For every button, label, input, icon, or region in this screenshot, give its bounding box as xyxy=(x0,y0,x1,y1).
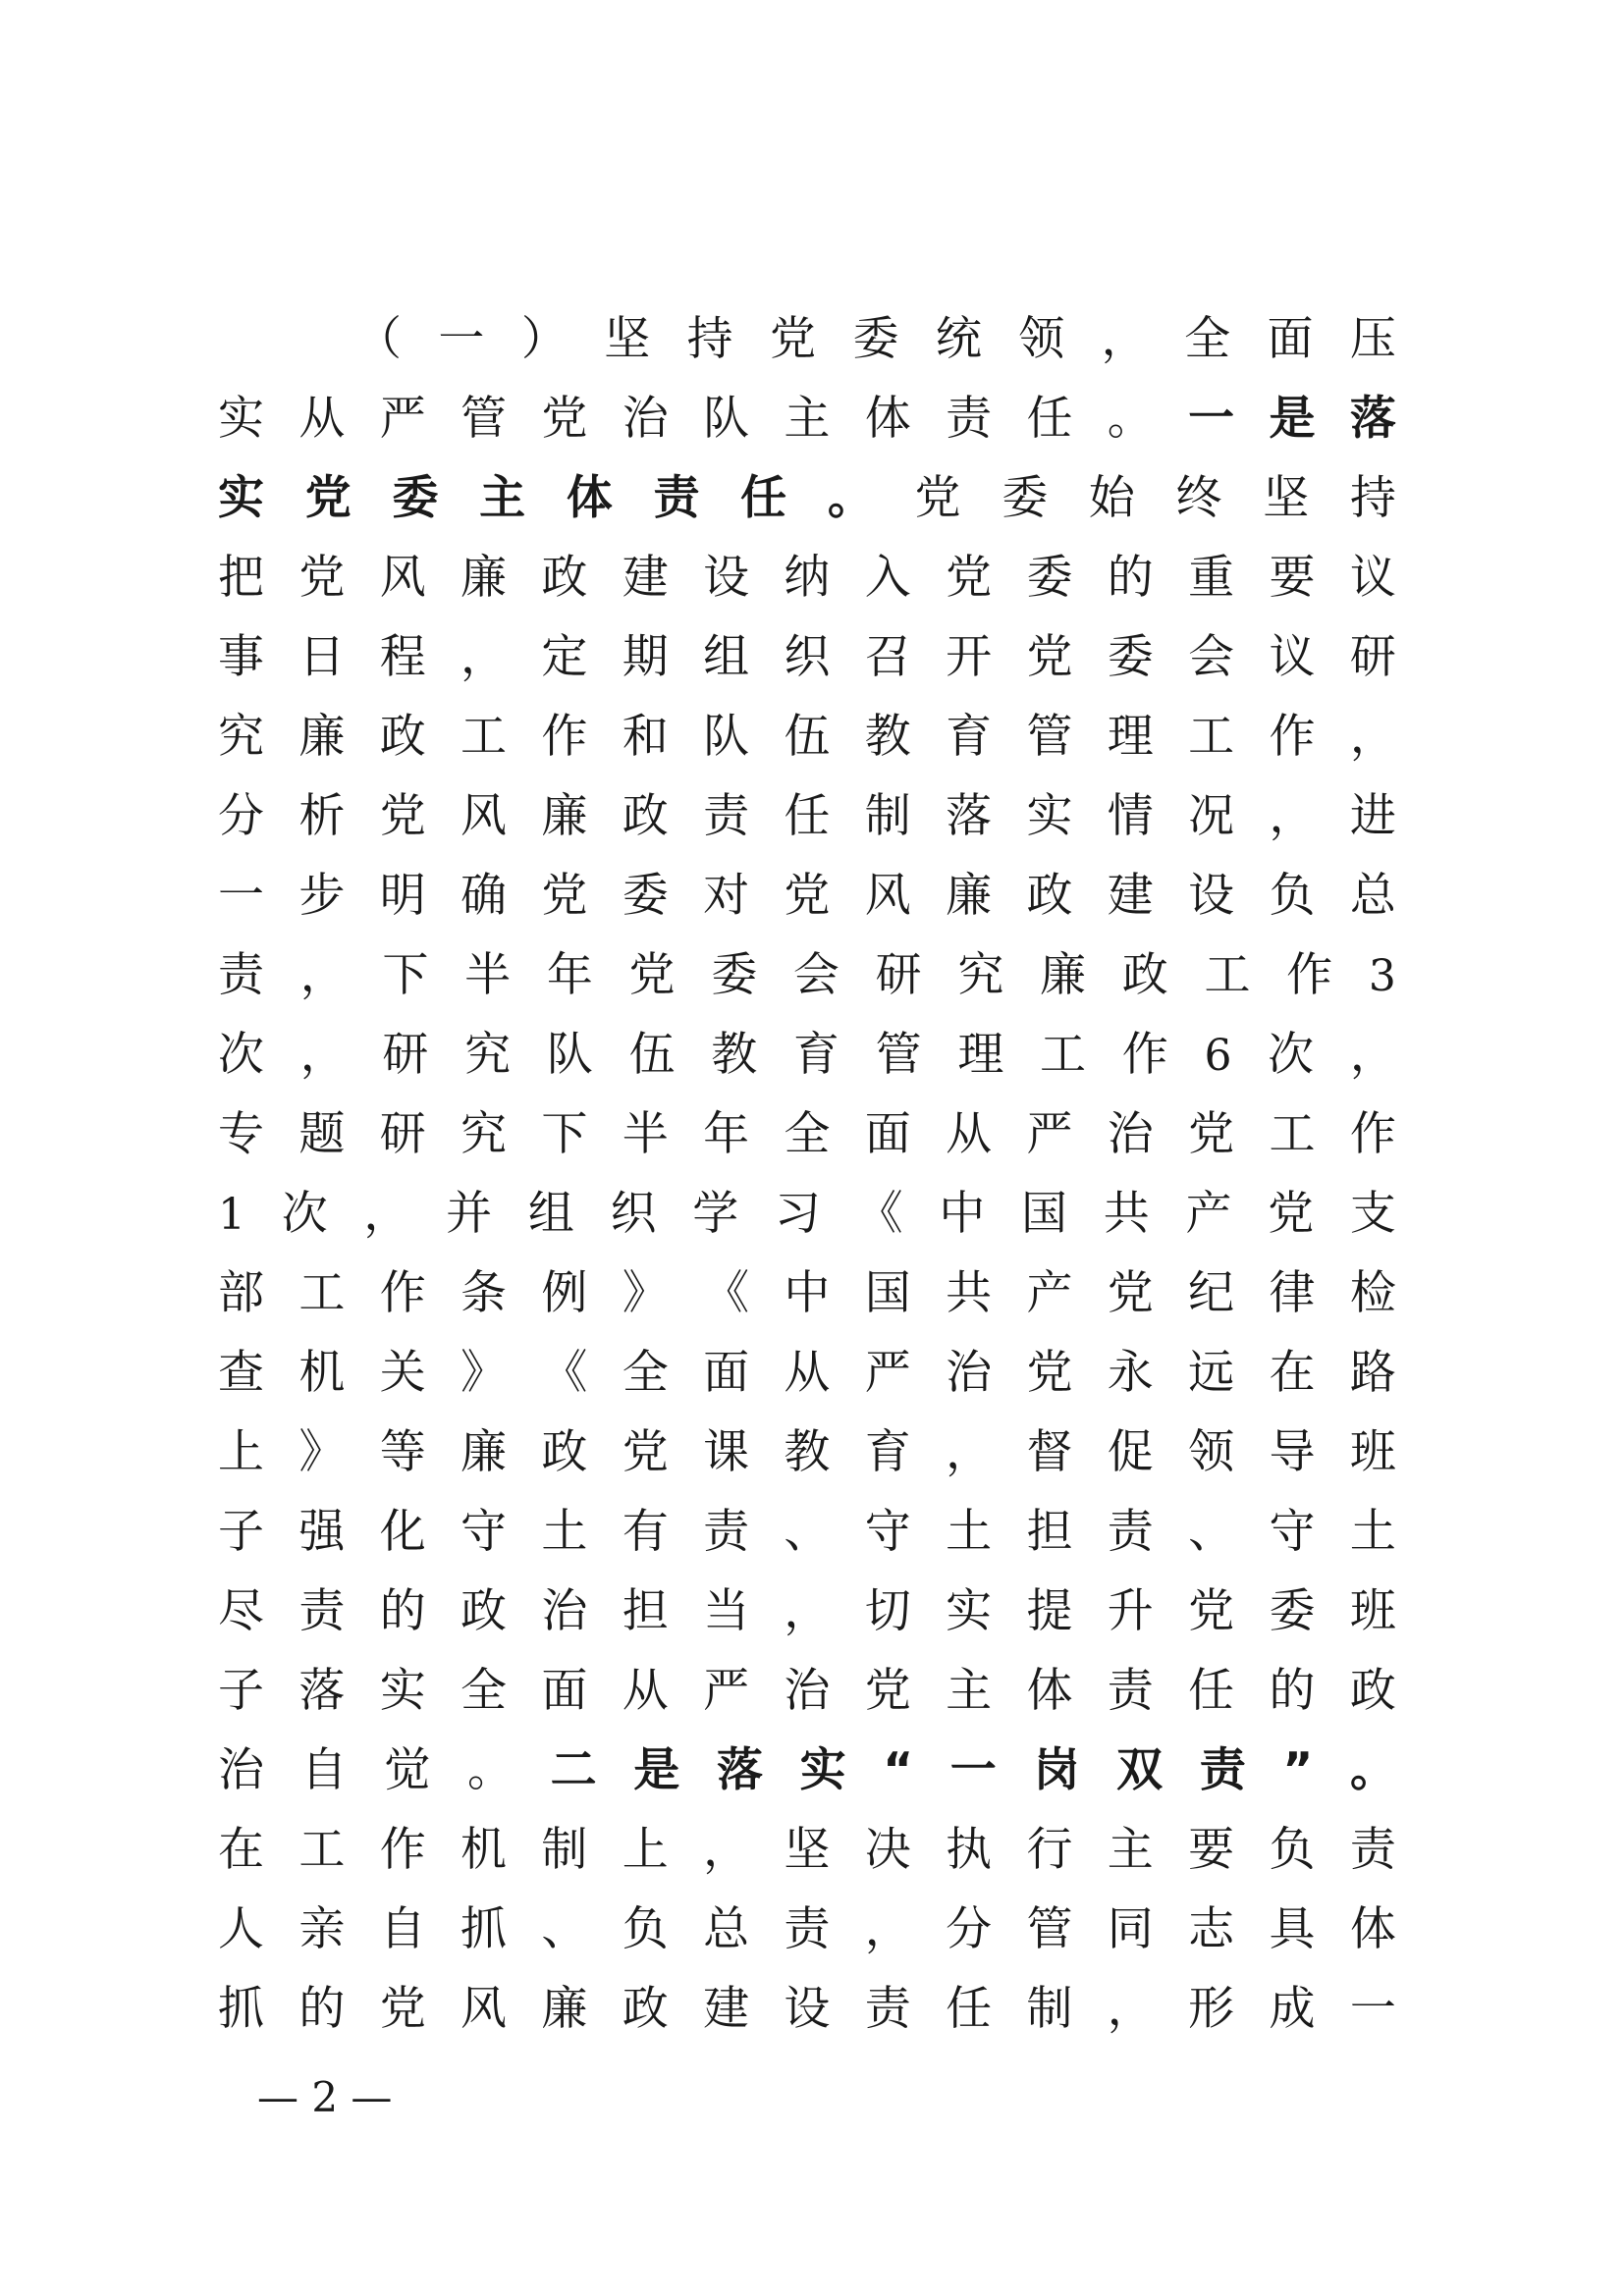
text-line: 治 自 觉 。 二 是 落 实 “ 一 岗 双 责 ” 。 xyxy=(218,1743,1396,1797)
text-line: 次 ， 研 究 队 伍 教 育 管 理 工 作 6 次 ， xyxy=(218,1028,1396,1082)
text-line: 事 日 程 ， 定 期 组 织 召 开 党 委 会 议 研 xyxy=(218,630,1396,684)
text-line: 一 步 明 确 党 委 对 党 风 廉 政 建 设 负 总 xyxy=(218,869,1396,923)
text-line: 人 亲 自 抓 、 负 总 责 ， 分 管 同 志 具 体 xyxy=(218,1902,1396,1956)
text-line: 实 从 严 管 党 治 队 主 体 责 任 。 一 是 落 xyxy=(218,392,1396,446)
page-number: — 2 — xyxy=(257,2073,393,2121)
text-line: 上 》 等 廉 政 党 课 教 育 ， 督 促 领 导 班 xyxy=(218,1425,1396,1479)
text-line: 查 机 关 》 《 全 面 从 严 治 党 永 远 在 路 xyxy=(218,1346,1396,1400)
text-line: 分 析 党 风 廉 政 责 任 制 落 实 情 况 ， 进 xyxy=(218,789,1396,843)
text-line: 尽 责 的 政 治 担 当 ， 切 实 提 升 党 委 班 xyxy=(218,1584,1396,1638)
text-line: 在 工 作 机 制 上 ， 坚 决 执 行 主 要 负 责 xyxy=(218,1823,1396,1877)
body-paragraph xyxy=(218,299,1396,2049)
text-line: 实 党 委 主 体 责 任 。 党 委 始 终 坚 持 xyxy=(218,471,1396,525)
text-line: 抓 的 党 风 廉 政 建 设 责 任 制 ， 形 成 一 xyxy=(218,1982,1396,2036)
text-line: （ 一 ） 坚 持 党 委 统 领 ， 全 面 压 xyxy=(355,312,1396,366)
text-line: 责 ， 下 半 年 党 委 会 研 究 廉 政 工 作 3 xyxy=(218,948,1396,1002)
text-line: 究 廉 政 工 作 和 队 伍 教 育 管 理 工 作 ， xyxy=(218,710,1396,764)
text-line: 部 工 作 条 例 》 《 中 国 共 产 党 纪 律 检 xyxy=(218,1266,1396,1320)
text-line: 专 题 研 究 下 半 年 全 面 从 严 治 党 工 作 xyxy=(218,1107,1396,1161)
text-line: 子 落 实 全 面 从 严 治 党 主 体 责 任 的 政 xyxy=(218,1664,1396,1718)
text-line: 把 党 风 廉 政 建 设 纳 入 党 委 的 重 要 议 xyxy=(218,551,1396,605)
text-line: 子 强 化 守 土 有 责 、 守 土 担 责 、 守 土 xyxy=(218,1505,1396,1559)
text-line: 1 次 ， 并 组 织 学 习 《 中 国 共 产 党 支 xyxy=(218,1187,1396,1241)
